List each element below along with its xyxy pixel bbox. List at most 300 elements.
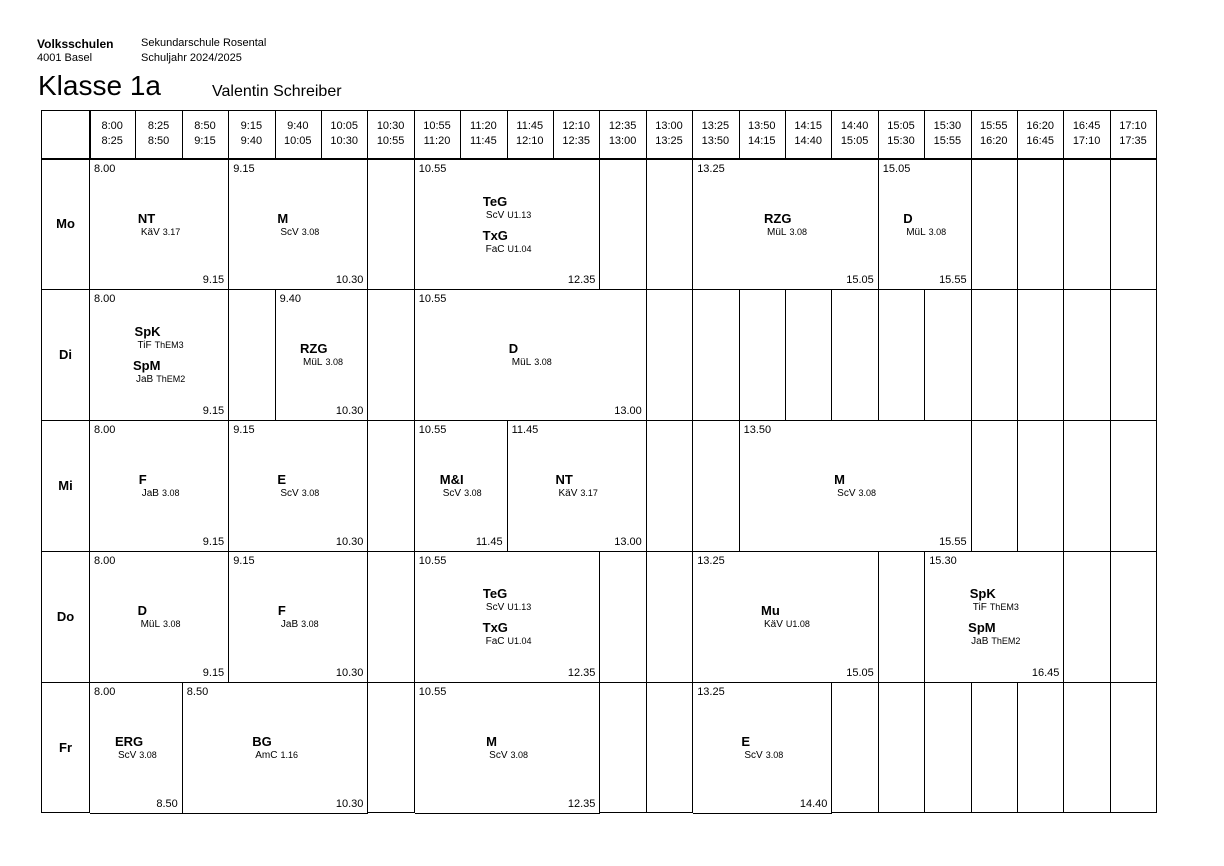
lesson-left-border: [228, 551, 229, 682]
slot-start-time: 11:20: [470, 120, 497, 132]
slot-start-time: 15:55: [980, 120, 1008, 132]
teacher-name: Valentin Schreiber: [212, 83, 342, 100]
lesson-entry: [277, 211, 319, 239]
lesson-info: [558, 487, 597, 500]
lesson-start-time: 8.00: [94, 555, 116, 567]
room-code: 3.08: [928, 226, 947, 237]
lesson-info: [486, 243, 532, 256]
teacher-code: ScV: [442, 488, 462, 499]
lesson-end-time: 9.15: [202, 274, 225, 286]
slot-start-time: 9:15: [240, 120, 263, 132]
lesson-info: [744, 749, 783, 762]
slot-header: [460, 111, 506, 157]
room-code: ThEM2: [156, 374, 186, 384]
lesson-left-border: [414, 158, 415, 289]
slot-end-time: 16:20: [980, 135, 1008, 147]
slot-start-time: 10:05: [330, 120, 358, 132]
lesson-left-border: [89, 682, 90, 813]
lesson-info: [489, 749, 528, 762]
subject-code: M&I: [439, 472, 464, 487]
teacher-code: MüL: [906, 226, 926, 238]
lesson-block[interactable]: [415, 160, 601, 290]
lesson-start-time: 10.55: [418, 686, 447, 698]
slot-start-time: 13:25: [701, 120, 730, 132]
lesson-left-border: [692, 158, 693, 289]
lesson-entries: [415, 552, 600, 682]
lesson-entry: [483, 620, 532, 648]
lesson-left-border: [924, 551, 925, 682]
lesson-block[interactable]: [415, 683, 601, 814]
teacher-code: ScV: [837, 488, 856, 499]
lesson-left-border: [89, 551, 90, 682]
slot-end-time: 11:20: [423, 135, 451, 147]
day-label-di: Di: [59, 347, 72, 362]
subject-code: NT: [137, 210, 156, 226]
subject-code: RZG: [300, 341, 328, 356]
slot-end-time: 8:50: [147, 135, 170, 147]
lesson-block[interactable]: [508, 421, 647, 552]
lesson-info: [486, 601, 531, 614]
subject-code: M: [486, 734, 497, 749]
lesson-entries: [229, 421, 367, 551]
slot-end-time: 13:25: [655, 135, 683, 147]
slot-start-time: 8:00: [101, 120, 123, 132]
lesson-block[interactable]: [879, 160, 972, 290]
slot-header: [275, 111, 321, 157]
day-label-do: Do: [56, 609, 75, 624]
lesson-block[interactable]: [90, 683, 183, 814]
lesson-start-time: 10.55: [418, 293, 447, 305]
school-unit: Sekundarschule Rosental: [141, 37, 267, 49]
slot-start-time: 9:40: [287, 120, 309, 132]
slot-end-time: 17:35: [1119, 135, 1147, 147]
lesson-start-time: 10.55: [418, 555, 447, 567]
lesson-block[interactable]: [183, 683, 369, 814]
slot-header: [831, 111, 877, 157]
lesson-start-time: 15.05: [882, 163, 911, 175]
slot-end-time: 13:50: [701, 135, 730, 147]
subject-code: BG: [252, 734, 272, 749]
room-code: 3.08: [510, 750, 529, 760]
slot-header: [646, 111, 692, 157]
lesson-entry: [968, 620, 1020, 648]
lesson-block[interactable]: [415, 290, 647, 421]
subject-code: SpM: [968, 620, 996, 635]
lesson-end-time: 13.00: [614, 536, 642, 548]
room-code: 3.08: [789, 226, 807, 237]
lesson-start-time: 13.25: [697, 163, 725, 175]
teacher-code: TiF: [137, 340, 152, 351]
teacher-code: JaB: [971, 636, 989, 647]
school-year: Schuljahr 2024/2025: [141, 52, 242, 64]
day-label-mi: Mi: [58, 478, 73, 493]
subject-code: TeG: [482, 193, 508, 209]
lesson-start-time: 13.50: [743, 424, 772, 436]
subject-code: TxG: [482, 227, 508, 243]
lesson-entries: [90, 552, 228, 682]
lesson-info: [280, 226, 319, 239]
subject-code: TxG: [482, 620, 508, 635]
subject-code: SpM: [132, 358, 161, 373]
slot-start-time: 13:50: [748, 120, 776, 132]
lesson-left-border: [878, 158, 879, 289]
lesson-entry: [278, 603, 319, 631]
slot-header: [135, 111, 181, 157]
lesson-start-time: 13.25: [697, 686, 725, 698]
lesson-block[interactable]: [276, 290, 369, 421]
subject-code: RZG: [763, 210, 792, 226]
lesson-entries: [415, 160, 600, 289]
teacher-code: KäV: [558, 488, 578, 499]
teacher-code: ScV: [280, 226, 299, 238]
slot-end-time: 10:05: [284, 135, 312, 147]
room-code: 3.08: [301, 488, 320, 498]
day-label-mo: Mo: [56, 216, 75, 231]
room-code: U1.13: [507, 209, 532, 220]
lesson-start-time: 10.55: [418, 424, 447, 436]
slot-header: [878, 111, 924, 157]
lesson-entries: [90, 290, 228, 420]
lesson-left-border: [228, 158, 229, 289]
slot-end-time: 14:40: [794, 135, 822, 147]
lesson-block[interactable]: [925, 552, 1064, 683]
slot-end-time: 12:10: [516, 135, 544, 147]
slot-divider: [1110, 111, 1111, 812]
subject-code: M: [277, 210, 289, 226]
slot-header: [414, 111, 460, 157]
lesson-info: [764, 618, 810, 631]
lesson-block[interactable]: [415, 421, 508, 552]
teacher-code: FaC: [485, 243, 505, 255]
slot-start-time: 12:10: [562, 120, 590, 132]
room-code: 3.17: [580, 488, 598, 498]
slot-end-time: 9:15: [194, 135, 216, 147]
lesson-info: [443, 487, 482, 500]
slot-start-time: 17:10: [1119, 120, 1147, 132]
teacher-code: KäV: [140, 226, 160, 238]
lesson-left-border: [692, 551, 693, 682]
lesson-end-time: 12.35: [567, 798, 596, 810]
lesson-entry: [440, 472, 482, 500]
lesson-end-time: 10.30: [335, 798, 364, 810]
lesson-block[interactable]: [229, 421, 368, 552]
slot-divider: [1063, 111, 1064, 812]
lesson-entries: [229, 160, 367, 289]
teacher-code: JaB: [280, 619, 299, 630]
lesson-entries: [693, 683, 831, 813]
lesson-entry: [139, 472, 180, 500]
lesson-block[interactable]: [90, 160, 229, 290]
room-code: 3.08: [301, 226, 320, 237]
slot-header: [692, 111, 738, 157]
lesson-entry: [138, 211, 180, 239]
room-code: U1.04: [507, 243, 532, 254]
lesson-left-border: [507, 420, 508, 551]
lesson-info: [486, 635, 532, 648]
lesson-entries: [415, 290, 646, 420]
room-code: 3.08: [534, 357, 552, 367]
school-name: Volksschulen: [37, 37, 114, 51]
lesson-block[interactable]: [415, 552, 601, 683]
slot-end-time: 14:15: [748, 135, 776, 147]
room-code: U1.04: [507, 636, 532, 646]
lesson-info: [512, 356, 552, 369]
slot-header: [553, 111, 599, 157]
lesson-block[interactable]: [693, 552, 879, 683]
lesson-block[interactable]: [693, 683, 832, 814]
school-city: 4001 Basel: [37, 52, 93, 64]
lesson-entries: [693, 552, 878, 682]
lesson-block[interactable]: [693, 160, 879, 290]
lesson-end-time: 13.00: [614, 405, 642, 417]
subject-code: Mu: [761, 603, 780, 618]
lesson-info: [255, 749, 298, 762]
room-code: 3.17: [162, 226, 181, 237]
lesson-left-border: [89, 289, 90, 420]
lesson-block[interactable]: [229, 552, 368, 683]
lesson-end-time: 10.30: [335, 405, 364, 417]
slot-end-time: 12:35: [562, 135, 590, 147]
lesson-entries: [879, 160, 971, 289]
room-code: 3.08: [325, 357, 343, 367]
lesson-info: [118, 749, 157, 762]
room-code: ThEM3: [989, 602, 1019, 612]
slot-end-time: 15:30: [887, 135, 915, 147]
slot-start-time: 15:30: [933, 120, 962, 132]
room-code: 3.08: [301, 619, 319, 629]
lesson-entry: [509, 341, 552, 369]
slot-start-time: 16:45: [1072, 120, 1101, 132]
lesson-info: [138, 339, 184, 352]
subject-code: M: [834, 472, 845, 487]
lesson-end-time: 11.45: [475, 536, 503, 548]
lesson-info: [303, 356, 343, 369]
lesson-entries: [508, 421, 646, 551]
slot-start-time: 16:20: [1026, 120, 1054, 132]
teacher-code: ScV: [117, 750, 137, 761]
lesson-entries: [229, 552, 367, 682]
slot-end-time: 8:25: [101, 135, 123, 147]
slot-end-time: 16:45: [1026, 135, 1054, 147]
slot-divider: [1017, 111, 1018, 812]
slot-header: [321, 111, 367, 157]
lesson-left-border: [275, 289, 276, 420]
subject-code: SpK: [969, 586, 996, 601]
slot-header: [924, 111, 970, 157]
slot-start-time: 10:30: [376, 120, 405, 132]
lesson-end-time: 14.40: [799, 798, 828, 810]
subject-code: SpK: [134, 324, 161, 339]
timetable-grid: [41, 110, 1157, 813]
lesson-info: [973, 601, 1019, 614]
lesson-start-time: 8.00: [94, 424, 116, 436]
teacher-code: MüL: [140, 619, 161, 630]
room-code: 3.08: [464, 488, 482, 498]
teacher-code: ScV: [744, 750, 763, 761]
teacher-code: ScV: [485, 209, 505, 221]
lesson-start-time: 9.40: [279, 293, 302, 305]
lesson-entries: [90, 421, 228, 551]
teacher-code: ScV: [489, 750, 508, 761]
lesson-info: [971, 635, 1020, 648]
slot-start-time: 8:50: [194, 120, 216, 132]
lesson-info: [767, 226, 807, 239]
lesson-start-time: 15.30: [929, 555, 957, 567]
lesson-end-time: 15.55: [939, 536, 967, 548]
slot-header: [1017, 111, 1063, 157]
lesson-entries: [415, 421, 507, 551]
lesson-left-border: [228, 420, 229, 551]
lesson-left-border: [182, 682, 183, 813]
slot-header: [89, 111, 135, 157]
room-code: ThEM2: [991, 636, 1021, 646]
lesson-entry: [133, 358, 185, 386]
subject-code: TeG: [482, 586, 508, 601]
lesson-block[interactable]: [229, 160, 368, 290]
lesson-entry: [741, 734, 783, 762]
room-code: 3.08: [161, 488, 180, 498]
lesson-left-border: [414, 551, 415, 682]
lesson-left-border: [414, 289, 415, 420]
slot-start-time: 11:45: [516, 120, 544, 132]
teacher-code: JaB: [135, 374, 154, 385]
lesson-end-time: 10.30: [335, 274, 364, 286]
lesson-left-border: [692, 682, 693, 813]
lesson-info: [281, 618, 319, 631]
lesson-entry: [483, 228, 532, 256]
lesson-entry: [483, 194, 531, 222]
lesson-block[interactable]: [90, 421, 229, 552]
lesson-end-time: 15.05: [846, 667, 874, 679]
lesson-block[interactable]: [90, 552, 229, 683]
lesson-entry: [252, 734, 298, 762]
teacher-code: ScV: [485, 602, 505, 613]
slot-header: [367, 111, 413, 157]
teacher-code: AmC: [255, 750, 278, 761]
slot-start-time: 14:15: [794, 120, 822, 132]
lesson-left-border: [89, 158, 90, 289]
slot-header: [1110, 111, 1156, 157]
lesson-info: [837, 487, 876, 500]
slot-end-time: 13:00: [608, 135, 637, 147]
subject-code: F: [277, 603, 286, 618]
lesson-block[interactable]: [740, 421, 972, 552]
lesson-entry: [834, 472, 876, 500]
lesson-entry: [115, 734, 157, 762]
lesson-entry: [486, 734, 528, 762]
subject-code: ERG: [114, 734, 144, 749]
subject-code: E: [741, 734, 751, 749]
room-code: ThEM3: [154, 340, 184, 350]
slot-header: [785, 111, 831, 157]
lesson-start-time: 13.25: [697, 555, 725, 567]
lesson-info: [136, 373, 185, 386]
slot-end-time: 15:05: [840, 135, 869, 147]
slot-end-time: 9:40: [240, 135, 263, 147]
slot-header: [507, 111, 553, 157]
lesson-entry: [138, 603, 181, 631]
lesson-end-time: 10.30: [335, 667, 364, 679]
lesson-entry: [277, 472, 319, 500]
lesson-end-time: 9.15: [202, 536, 225, 548]
teacher-code: TiF: [972, 602, 987, 613]
lesson-info: [280, 487, 319, 500]
room-code: 3.08: [858, 488, 877, 498]
lesson-info: [486, 209, 531, 222]
slot-start-time: 15:05: [887, 120, 915, 132]
lesson-start-time: 8.00: [94, 293, 116, 305]
slot-header: [182, 111, 228, 157]
day-label-fr: Fr: [59, 740, 72, 755]
slot-end-time: 11:45: [470, 135, 497, 147]
lesson-end-time: 12.35: [567, 274, 596, 286]
room-code: 3.08: [163, 619, 181, 629]
slot-end-time: 15:55: [933, 135, 962, 147]
lesson-left-border: [414, 420, 415, 551]
teacher-code: JaB: [141, 488, 159, 499]
subject-code: D: [137, 603, 147, 618]
teacher-code: MüL: [511, 357, 532, 368]
lesson-block[interactable]: [90, 290, 229, 421]
subject-code: E: [277, 472, 287, 487]
slot-header: [228, 111, 274, 157]
lesson-info: [141, 618, 181, 631]
lesson-end-time: 15.55: [939, 274, 967, 286]
lesson-info: [906, 226, 946, 239]
slot-end-time: 17:10: [1072, 135, 1101, 147]
slot-start-time: 8:25: [147, 120, 170, 132]
lesson-info: [142, 487, 180, 500]
lesson-entries: [90, 160, 228, 289]
subject-code: F: [138, 472, 147, 487]
lesson-entries: [693, 160, 878, 289]
lesson-entry: [903, 211, 946, 239]
lesson-end-time: 12.35: [567, 667, 596, 679]
subject-code: D: [508, 341, 519, 356]
slot-start-time: 10:55: [423, 120, 451, 132]
teacher-code: FaC: [485, 636, 505, 647]
teacher-code: MüL: [766, 226, 787, 238]
room-code: U1.08: [785, 619, 810, 629]
lesson-left-border: [89, 420, 90, 551]
room-code: 3.08: [139, 750, 157, 760]
lesson-start-time: 8.00: [94, 163, 116, 175]
lesson-entries: [415, 683, 600, 813]
lesson-start-time: 9.15: [233, 424, 255, 436]
lesson-entry: [555, 472, 597, 500]
lesson-entry: [764, 211, 807, 239]
slot-end-time: 10:30: [330, 135, 358, 147]
lesson-entries: [183, 683, 368, 813]
lesson-entries: [740, 421, 971, 551]
lesson-entries: [90, 683, 182, 813]
lesson-start-time: 11.45: [511, 424, 539, 436]
room-code: U1.13: [507, 602, 532, 612]
room-code: 1.16: [280, 750, 298, 760]
lesson-entry: [761, 603, 810, 631]
lesson-end-time: 8.50: [156, 798, 178, 810]
slot-header: [599, 111, 645, 157]
slot-header: [739, 111, 785, 157]
lesson-entry: [135, 324, 184, 352]
lesson-start-time: 8.00: [94, 686, 116, 698]
teacher-code: MüL: [303, 357, 323, 368]
lesson-entry: [300, 341, 343, 369]
lesson-end-time: 16.45: [1031, 667, 1060, 679]
slot-header: [971, 111, 1017, 157]
slot-start-time: 12:35: [608, 120, 637, 132]
lesson-left-border: [414, 682, 415, 813]
